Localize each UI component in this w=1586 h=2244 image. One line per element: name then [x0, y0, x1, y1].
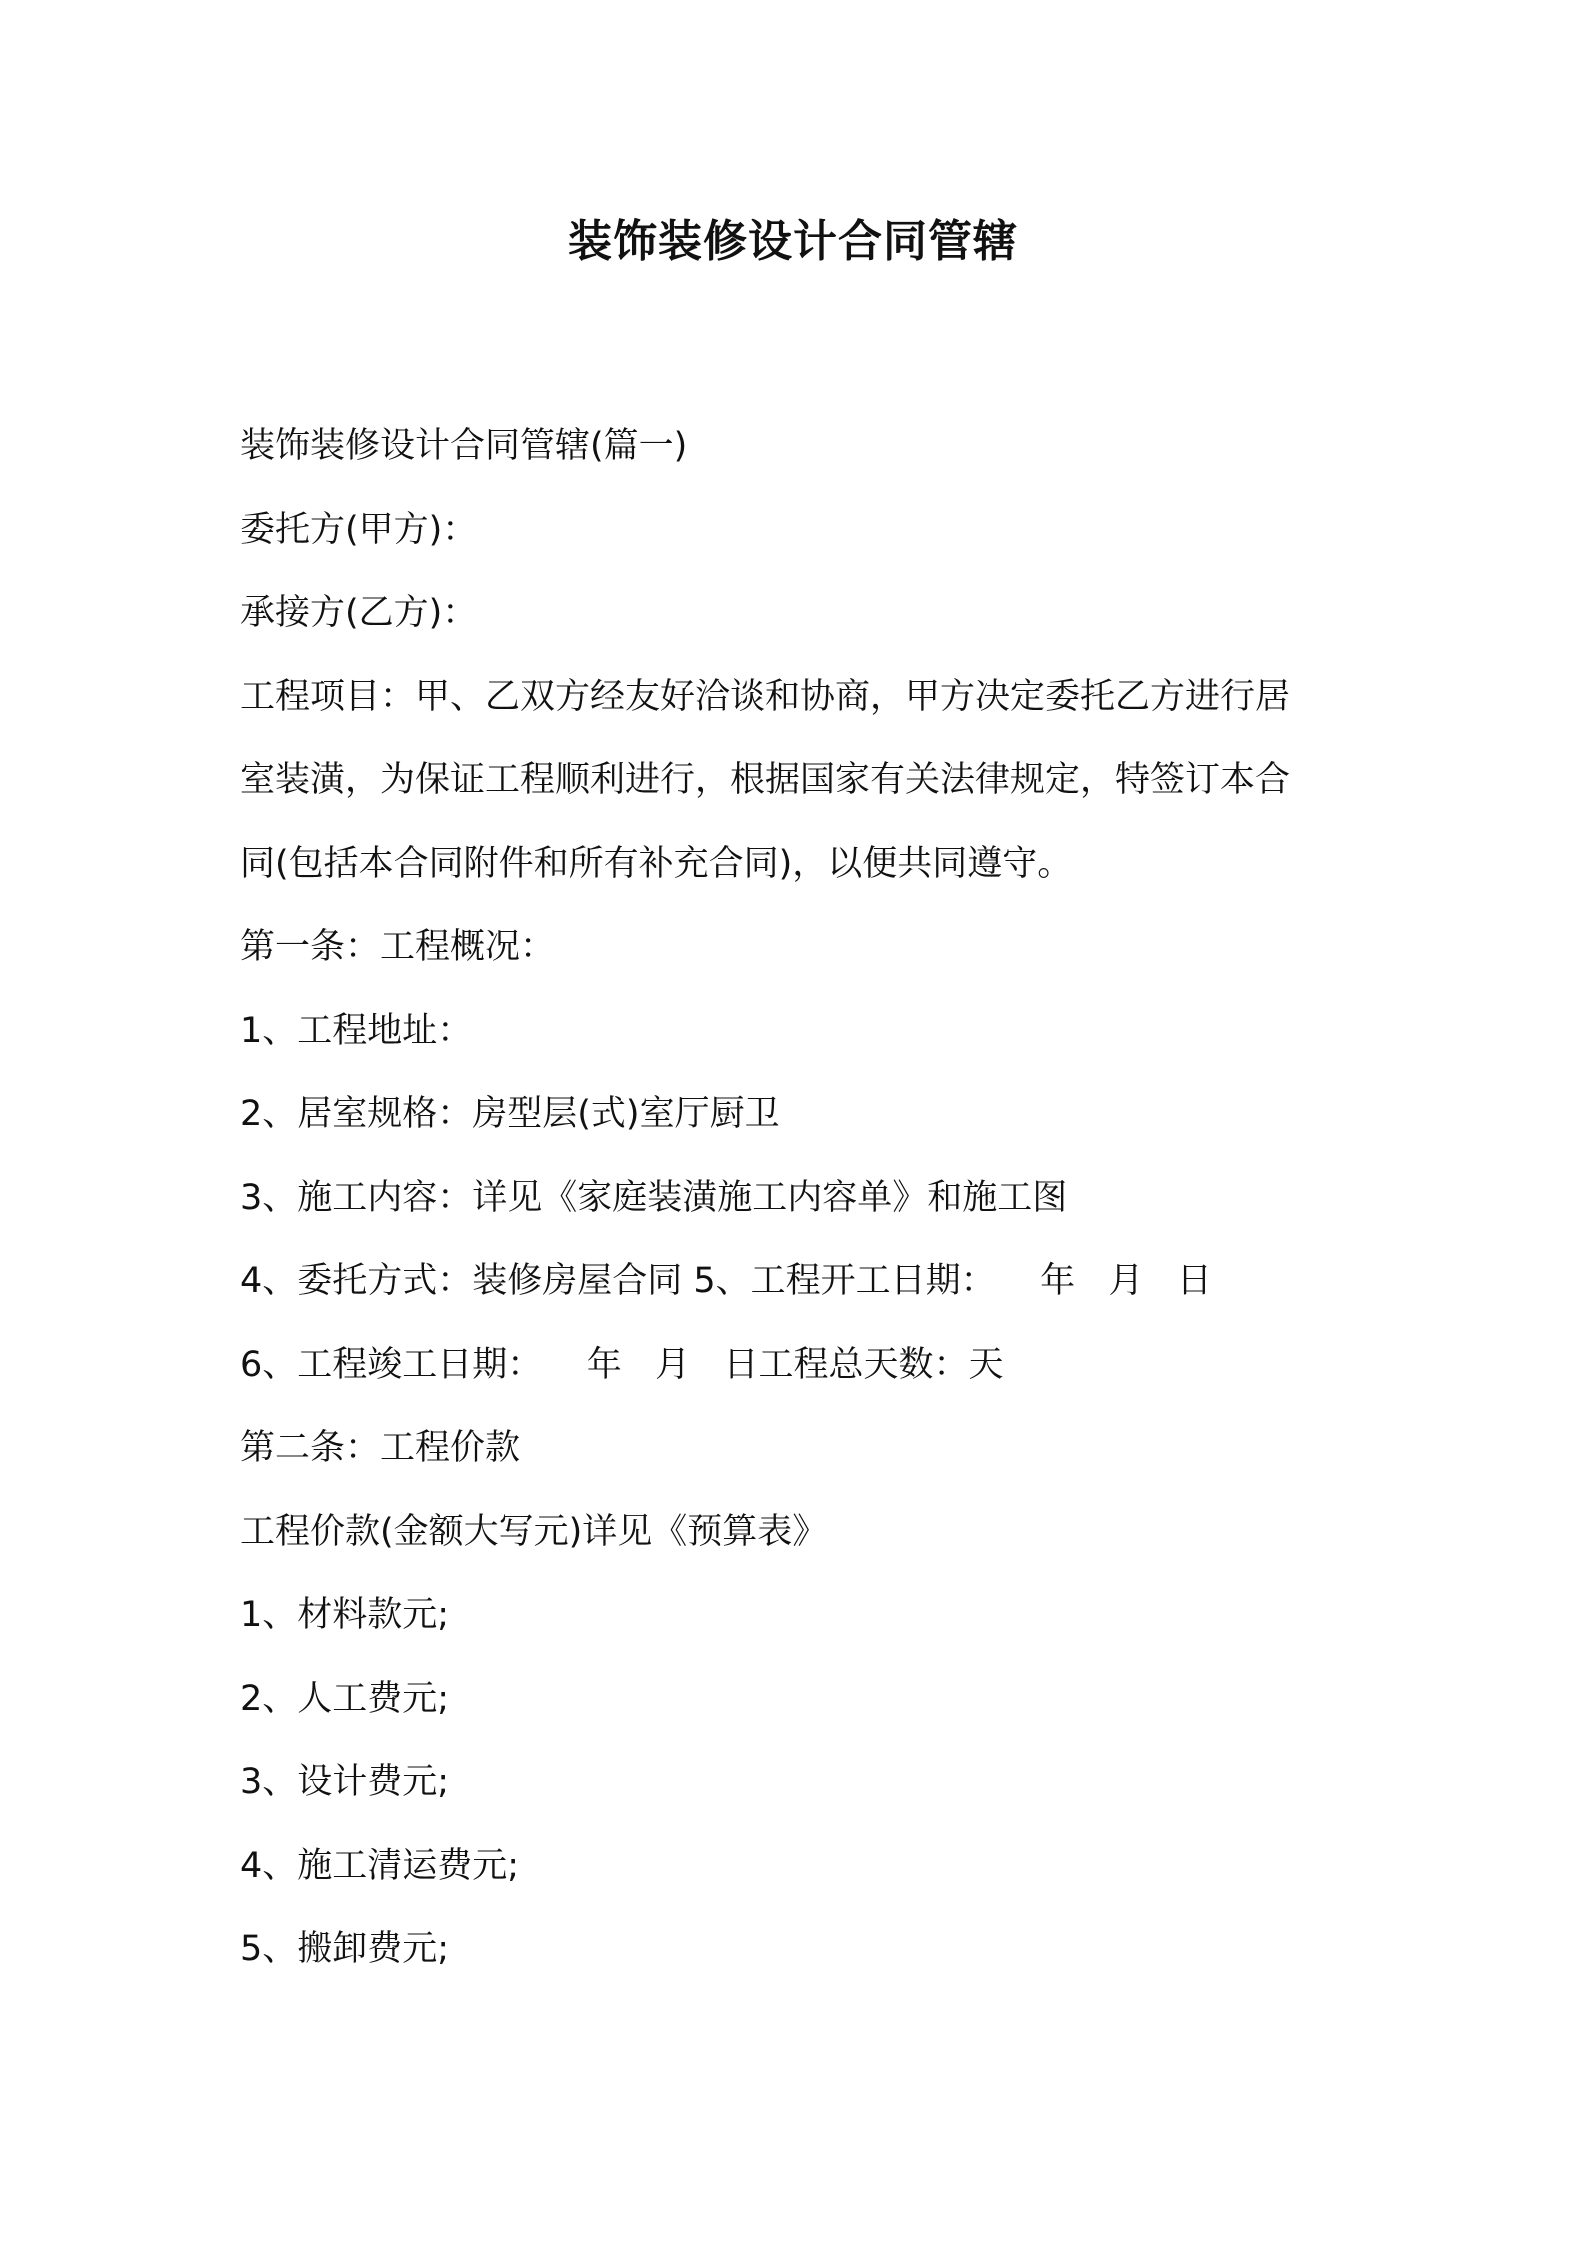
- list-item: 1、材料款元;: [240, 1595, 450, 1635]
- document-title: 装饰装修设计合同管辖: [568, 216, 1018, 267]
- list-item: 2、人工费元;: [240, 1678, 450, 1719]
- client-party-line: 委托方(甲方)：: [240, 509, 478, 550]
- list-item: 2、居室规格：房型层(式)室厅厨卫: [240, 1094, 780, 1134]
- list-item: 4、委托方式：装修房屋合同 5、工程开工日期： 年 月 日: [240, 1261, 1212, 1301]
- project-paragraph-line: 室装潢，为保证工程顺利进行，根据国家有关法律规定，特签订本合: [240, 760, 1291, 800]
- article-one-heading: 第一条：工程概况：: [240, 927, 556, 967]
- project-paragraph-line: 同(包括本合同附件和所有补充合同)，以便共同遵守。: [240, 843, 1073, 884]
- price-line: 工程价款(金额大写元)详见《预算表》: [240, 1511, 828, 1552]
- list-item: 1、工程地址：: [240, 1010, 473, 1051]
- article-two-heading: 第二条：工程价款: [240, 1428, 521, 1468]
- section-heading: 装饰装修设计合同管辖(篇一): [240, 426, 688, 466]
- list-item: 3、施工内容：详见《家庭装潢施工内容单》和施工图: [240, 1177, 1068, 1218]
- document-body: [240, 405, 1360, 1992]
- list-item: 6、工程竣工日期： 年 月 日工程总天数：天: [240, 1344, 1004, 1385]
- project-paragraph-line: 工程项目：甲、乙双方经友好洽谈和协商，甲方决定委托乙方进行居: [240, 676, 1291, 717]
- list-item: 3、设计费元;: [240, 1762, 450, 1802]
- list-item: 5、搬卸费元;: [240, 1929, 450, 1969]
- contractor-party-line: 承接方(乙方)：: [240, 593, 478, 633]
- list-item: 4、施工清运费元;: [240, 1845, 520, 1886]
